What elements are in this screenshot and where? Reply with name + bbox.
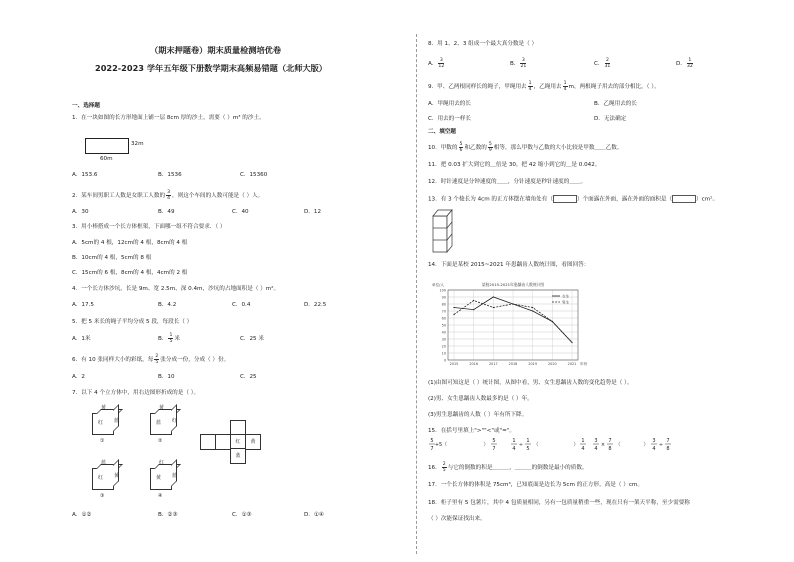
q10-f2-num: 5 (488, 142, 492, 147)
cube-4-front-label: 黄 (156, 475, 162, 481)
q9-f1-num: 1 (528, 81, 532, 86)
x-axis-label: 年份 (580, 362, 588, 366)
cmp3-b-den: 8 (608, 446, 612, 452)
y-axis-label: 单位/人 (432, 283, 444, 287)
rectangle-length-label: 60m (100, 156, 113, 162)
q8-option-a-label: A． (428, 61, 438, 67)
q10-text-mid: 和乙数的 (464, 145, 487, 151)
cube-4-side-label: 蓝 (172, 473, 178, 479)
cube-4-number: ④ (158, 493, 163, 499)
q4-option-b[interactable]: B．4.2 (158, 302, 177, 308)
cmp3-op: × (600, 442, 606, 448)
chart-title: 某校2015-2021年患龋齿人数统计图 (481, 282, 545, 287)
x-tick-label: 2019 (528, 362, 537, 366)
q8-c-num: 2 (605, 58, 609, 63)
q8-option-c-label: C． (594, 61, 604, 67)
cmp1-op: +5（ (434, 442, 448, 448)
question-16 (428, 462, 588, 473)
q13-text-mid: ）个面露在外面，露在外面的面积是（ (576, 196, 673, 203)
question-10 (428, 142, 622, 153)
data-point (532, 307, 533, 308)
q5-option-a[interactable] (72, 336, 91, 343)
q2-text-pre: 2．某车间男职工人数是女职工人数的 (72, 193, 166, 199)
cmp1-a-num: 5 (430, 438, 434, 444)
q2-option-b[interactable]: B．49 (158, 209, 175, 215)
q8-b-den: 21 (520, 64, 527, 69)
x-tick-label: 2018 (508, 362, 518, 366)
q14-sub-2: (2)男、女生患龋齿人数最多的是（ ）年。 (428, 396, 533, 402)
q8-option-d[interactable] (676, 58, 694, 69)
line-chart (430, 278, 600, 374)
question-5: 5．把 5 米长的绳子平均分成 5 段，每段长（ ） (72, 319, 193, 325)
q6-option-b[interactable]: B．10 (158, 374, 175, 380)
q8-d-den: 32 (686, 64, 693, 69)
cmp3-d-den: 8 (666, 446, 670, 452)
q1-option-b[interactable]: B．1536 (158, 172, 182, 178)
question-6 (72, 354, 229, 365)
question-15: 15．在括号里填上">""<"或"="。 (428, 428, 515, 434)
cmp3-b-num: 7 (608, 438, 612, 444)
y-tick-label: 0 (443, 358, 446, 363)
rectangle-width-label: 32m (131, 141, 144, 147)
cube-3-top-label: 蓝 (101, 460, 107, 466)
q2-frac-num: 3 (167, 190, 170, 195)
net-face-yellow: 黄 (245, 434, 261, 450)
data-point (493, 307, 494, 308)
q10-f2-den: 9 (488, 148, 492, 153)
q6-fraction (154, 354, 159, 365)
q7-option-d[interactable]: D．①④ (304, 512, 324, 518)
q4-option-a[interactable]: A．17.5 (72, 302, 94, 308)
q16-text-post: 与它的倒数的积是＿＿＿，＿＿＿的倒数是最小的质数。 (447, 465, 588, 471)
cmp2-b-num: 1 (526, 438, 530, 444)
cmp2-open: （ (533, 442, 539, 448)
x-tick-label: 2020 (548, 362, 557, 366)
q5-option-c[interactable]: C．25 米 (240, 336, 264, 342)
q8-option-a-fraction (438, 58, 444, 69)
y-tick-label: 70 (441, 309, 446, 314)
question-9 (428, 81, 660, 92)
net-face-left-2 (215, 434, 231, 450)
y-tick-label: 80 (441, 302, 446, 307)
question-18-continued: （ ）次能保证找出来。 (428, 516, 486, 522)
data-point (473, 300, 474, 301)
q9-fraction-2 (563, 81, 568, 92)
page-subtitle: 2022-2023 学年五年级下册数学期末高频易错题（北师大版） (95, 63, 327, 73)
question-11: 11．把 0.03 扩大到它的＿倍是 30，把 42 缩小到它的＿是 0.042。 (428, 162, 601, 168)
q5-option-b-text: B． (158, 336, 168, 342)
q5-option-a-text: A．1 (72, 336, 85, 342)
q2-fraction (166, 190, 171, 201)
cmp2-c-num: 1 (581, 438, 585, 444)
q5-option-b-unit: 米 (174, 336, 180, 342)
q9-f1-den: 4 (528, 87, 532, 92)
x-tick-label: 2016 (469, 362, 478, 366)
cmp1-close: ） (483, 442, 489, 448)
q9-option-c[interactable]: C．用去的一样长 (428, 116, 472, 122)
cmp2-close: ） (573, 442, 579, 448)
cube-4-top-label: 红 (159, 460, 165, 466)
q8-a-num: 3 (439, 58, 443, 63)
q5-frac-den: 5 (169, 339, 173, 344)
q8-option-b[interactable] (510, 58, 527, 69)
data-point (453, 314, 454, 315)
data-point (493, 296, 494, 297)
q6-text-pre: 6．有 10 张同样大小的彩纸，每 (72, 357, 154, 363)
q8-option-d-fraction (687, 58, 693, 69)
cmp3-close: ） (643, 442, 649, 448)
data-point (473, 309, 474, 310)
y-tick-label: 40 (441, 330, 446, 335)
q5-option-a-unit: 米 (84, 336, 91, 342)
cube-2-side-label: 红 (172, 418, 178, 424)
y-tick-label: 60 (441, 316, 446, 321)
cmp1-b-den: 7 (492, 446, 496, 452)
q4-option-d[interactable]: D．22.5 (304, 302, 327, 308)
y-tick-label: 50 (441, 323, 446, 328)
q1-option-a[interactable]: A．153.6 (72, 172, 98, 178)
cube-2-front-label: 蓝 (156, 420, 162, 426)
cube-1-side-label: 蓝 (114, 418, 120, 424)
q2-option-a[interactable]: A．30 (72, 209, 89, 215)
q16-frac-num: 2 (442, 462, 446, 467)
q10-fraction-1 (459, 142, 464, 153)
q13-answer-blank-1[interactable] (553, 195, 577, 203)
cube-1-number: ① (100, 438, 105, 444)
legend-label-1: 男生 (562, 300, 570, 305)
q6-option-a[interactable]: A．2 (72, 374, 85, 380)
x-tick-label: 2017 (489, 362, 498, 366)
q8-option-b-label: B． (510, 61, 520, 67)
q8-b-num: 3 (521, 58, 525, 63)
question-12: 12．时针速度是分钟速度的＿＿，分针速度是秒针速度的＿＿。 (428, 179, 587, 185)
q9-fraction-1 (528, 81, 533, 92)
net-face-left-1 (200, 434, 216, 450)
cube-2-top-label: 黄 (159, 405, 165, 411)
page-title: （期末押题卷）期末质量检测培优卷 (150, 45, 282, 55)
data-point (453, 307, 454, 308)
q13-text-pre: 13．有 3 个棱长为 4cm 的正方体摆在墙角处有（ (428, 196, 553, 203)
y-tick-label: 10 (441, 351, 446, 356)
q5-frac-num: 1 (169, 333, 173, 338)
q6-option-c[interactable]: C．25 (240, 374, 257, 380)
q9-unit: m (568, 84, 574, 90)
section-heading-fill: 二、填空题 (428, 129, 456, 135)
q7-option-a[interactable]: A．①② (72, 512, 92, 518)
data-point (512, 303, 513, 304)
q8-option-a[interactable] (428, 58, 445, 69)
q2-text-post: ，则这个车间的人数可能是（ ）人。 (172, 193, 264, 199)
y-tick-label: 20 (441, 344, 446, 349)
question-4: 4．一个长方体沙坑，长是 9m、宽 2.5m、深 0.4m，沙坑的占地面积是（ ）m²。 (72, 286, 280, 292)
q7-option-b[interactable]: B．②③ (158, 512, 178, 518)
q16-fraction (442, 462, 447, 473)
q8-c-den: 31 (604, 64, 611, 69)
q9-option-d[interactable]: D．无法确定 (594, 116, 627, 122)
cmp2-b-den: 5 (526, 446, 530, 452)
cmp2-c-den: 4 (581, 446, 585, 452)
q8-d-num: 1 (688, 58, 692, 63)
q6-text-post: 张分成一份，分成（ ）份。 (160, 357, 230, 363)
q9-text-2: ，乙绳用去 (533, 84, 562, 90)
q9-option-a[interactable]: A．甲绳用去的长 (428, 101, 471, 107)
q7-option-c[interactable]: C．①③ (232, 512, 252, 518)
y-tick-label: 100 (439, 288, 446, 293)
question-14: 14．下面是某校 2015~2021 年患龋齿人数统计图，看图回答： (428, 262, 590, 268)
x-tick-label: 2015 (449, 362, 459, 366)
cmp1-a-den: 7 (430, 446, 434, 452)
column-divider (416, 34, 417, 554)
q14-sub-1: (1)由图可知这是（ ）统计图，从图中看，男、女生患龋齿人数的变化趋势是（ ）。 (428, 380, 633, 386)
cmp3-c-den: 4 (652, 446, 656, 452)
q10-f1-num: 5 (459, 142, 463, 147)
cmp2-op: ÷ (518, 442, 524, 448)
section-heading-choice: 一、选择题 (72, 103, 100, 109)
q9-f2-num: 1 (563, 81, 567, 86)
q5-option-b[interactable] (158, 333, 180, 344)
cube-2-number: ② (158, 438, 163, 444)
cube-1-front-label: 红 (98, 420, 104, 426)
net-face-blue: 蓝 (230, 448, 246, 464)
question-18: 18．柜子里有 5 包薯片，其中 4 包质量相同，另有一包质量稍重一些，现在只有一架天平称，至少需要称 (428, 500, 690, 506)
cmp3-d-num: 7 (666, 438, 670, 444)
q9-text-3: ，两根绳子用去的部分相比，（ ）。 (573, 84, 660, 90)
q3-option-a[interactable]: A．5cm的 4 根，12cm的 4 根，8cm的 4 根 (72, 240, 188, 246)
q10-fraction-2 (488, 142, 493, 153)
q14-sub-3: (3)男生患龋齿的人数（ ）年有所下降。 (428, 412, 528, 418)
question-17: 17．一个长方体的体积是 75cm³，已知底面是边长为 5cm 的正方形，高是（ ）cm。 (428, 482, 643, 488)
stacked-cubes-figure (430, 206, 458, 256)
cmp2-a-den: 4 (512, 446, 516, 452)
y-tick-label: 90 (441, 295, 446, 300)
cmp3-c-num: 3 (652, 438, 656, 444)
cube-1-top-label: 黄 (101, 405, 107, 411)
q3-option-c[interactable]: C．15cm的 6 根，8cm的 4 根，4cm的 2 根 (72, 270, 188, 276)
q10-text-pre: 10．甲数的 (428, 145, 458, 151)
q8-option-c[interactable] (594, 58, 611, 69)
q4-option-c[interactable]: C．0.4 (232, 302, 251, 308)
cmp3-a-den: 4 (594, 446, 598, 452)
cmp1-b-num: 5 (492, 438, 496, 444)
q9-text-1: 9．甲、乙两根同样长的绳子，甲绳用去 (428, 84, 527, 90)
q13-answer-blank-2[interactable] (672, 195, 696, 203)
q8-option-d-label: D． (676, 61, 686, 67)
data-point (532, 310, 533, 311)
net-face-red: 红 (230, 434, 246, 450)
question-2 (72, 190, 263, 201)
cube-3-number: ③ (100, 493, 105, 499)
cmp3-op2: ÷ (658, 442, 664, 448)
question-1: 1．在一块如图的长方形地面上铺一层 8cm 厚的沙土，需要（ ）m³ 的沙土。 (72, 115, 265, 121)
rectangle-figure (85, 138, 129, 154)
q6-frac-num: 2 (155, 354, 159, 359)
y-tick-label: 30 (441, 337, 446, 342)
q2-frac-den: 4 (167, 196, 170, 201)
q10-f1-den: 6 (459, 148, 463, 153)
q16-frac-den: 5 (442, 468, 446, 473)
legend-label-0: 女生 (562, 294, 570, 299)
question-7: 7．以下 4 个立方体中，用右边图形折成的是（ ）。 (72, 390, 200, 396)
q16-text-pre: 16． (428, 465, 441, 471)
q2-option-d[interactable]: D．12 (304, 209, 322, 215)
cmp3-open: （ (615, 442, 621, 448)
data-point (571, 342, 572, 343)
q6-frac-den: 5 (155, 360, 159, 365)
q2-option-c[interactable]: C．40 (232, 209, 249, 215)
cmp2-a-num: 1 (512, 438, 516, 444)
data-point (552, 321, 553, 322)
question-13 (428, 195, 718, 204)
q5-option-b-fraction (168, 333, 173, 344)
q10-text-post: 相等，那么甲数与乙数的大小比较是甲数＿＿乙数。 (493, 145, 623, 151)
cmp3-a-num: 3 (594, 438, 598, 444)
q8-a-den: 12 (438, 64, 445, 69)
q9-option-b[interactable]: B．乙绳用去的长 (594, 101, 637, 107)
cube-3-side-label: 黄 (114, 473, 120, 479)
q9-f2-den: 4 (563, 87, 567, 92)
question-8: 8．用 1、2、3 组成一个最大真分数是（ ） (428, 41, 538, 47)
q1-option-c[interactable]: C．15360 (240, 172, 268, 178)
q8-option-b-fraction (520, 58, 526, 69)
question-3: 3．用小棒搭成一个长方体框架，下面哪一组不符合要求．（ ） (72, 224, 226, 230)
q15-comparisons (428, 436, 718, 454)
q8-option-c-fraction (605, 58, 611, 69)
cube-3-front-label: 红 (98, 475, 104, 481)
q3-option-b[interactable]: B．10cm的 4 根，5cm的 8 根 (72, 255, 152, 261)
q13-text-post: ）cm²。 (696, 196, 719, 203)
x-tick-label: 2021 (567, 362, 577, 366)
